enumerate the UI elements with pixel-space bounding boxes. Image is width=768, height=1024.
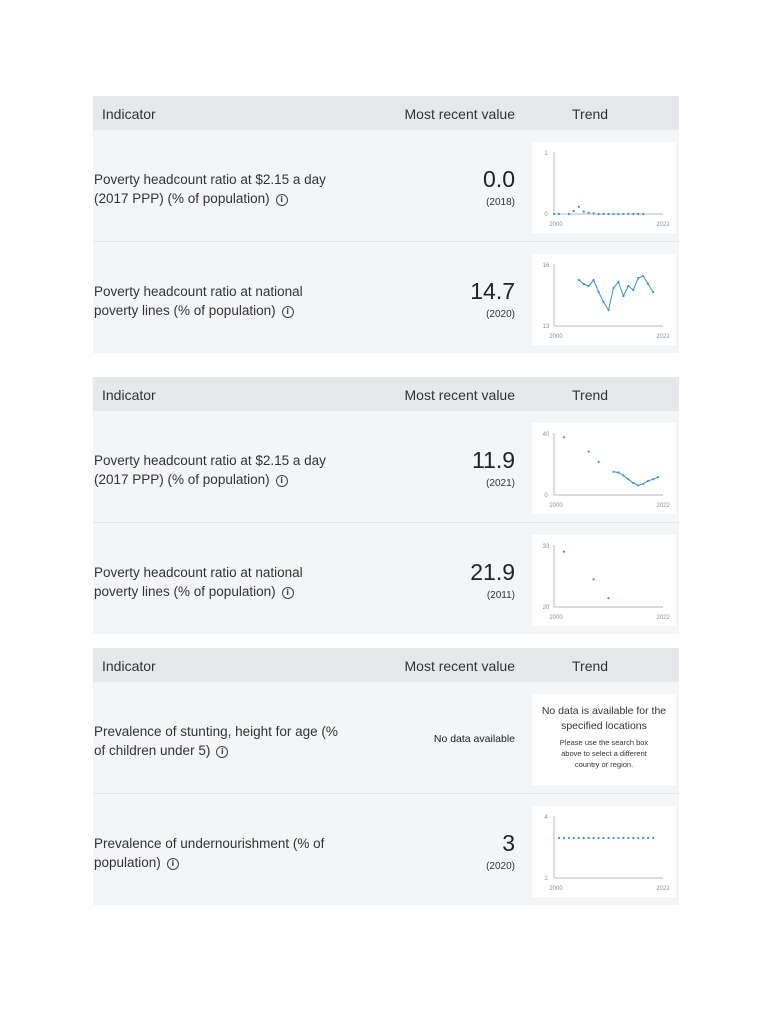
data-point	[642, 837, 644, 839]
data-point	[602, 837, 604, 839]
data-point	[647, 283, 649, 285]
y-tick-max: 4	[544, 815, 548, 821]
x-tick-start: 2000	[549, 886, 563, 892]
data-point	[602, 213, 604, 215]
series-line	[579, 276, 653, 310]
y-tick-max: 1	[544, 151, 548, 157]
indicator-label	[94, 563, 344, 601]
value-year: (2020)	[486, 309, 515, 320]
data-point	[598, 461, 600, 463]
data-point	[568, 837, 570, 839]
value-number: 14.7	[470, 278, 515, 304]
data-point	[573, 210, 575, 212]
y-tick-min: 1	[544, 876, 548, 882]
value-year: (2018)	[486, 197, 515, 208]
trend-chart-svg	[532, 806, 676, 897]
x-tick-start: 2000	[549, 503, 563, 509]
data-point	[578, 837, 580, 839]
no-data-title: No data is available for the specified locations	[541, 705, 667, 732]
header-trend: Trend	[572, 106, 609, 122]
data-point	[583, 211, 585, 213]
table-header	[93, 377, 679, 411]
indicator-label-text: Poverty headcount ratio at $2.15 a day (2017 PPP) (% of population)	[94, 172, 326, 206]
data-point	[647, 837, 649, 839]
data-point	[553, 213, 555, 215]
data-point	[632, 213, 634, 215]
x-tick-end: 2022	[656, 222, 670, 228]
most-recent-value	[470, 278, 515, 320]
data-point	[652, 478, 654, 480]
y-tick-min: 0	[544, 212, 548, 218]
x-tick-end: 2022	[656, 503, 670, 509]
data-point	[632, 837, 634, 839]
y-tick-max: 33	[542, 544, 550, 550]
x-tick-end: 2022	[656, 886, 670, 892]
indicator-label	[94, 722, 344, 760]
indicator-table-1	[93, 96, 679, 353]
data-point	[598, 291, 600, 293]
data-point	[617, 213, 619, 215]
indicator-label	[94, 834, 344, 872]
trend-chart[interactable]	[532, 535, 676, 626]
data-point	[642, 213, 644, 215]
header-indicator: Indicator	[102, 106, 156, 122]
data-point	[612, 287, 614, 289]
indicator-label	[94, 282, 344, 320]
data-point	[612, 837, 614, 839]
table-header	[93, 648, 679, 682]
data-point	[647, 480, 649, 482]
data-point	[583, 283, 585, 285]
trend-chart[interactable]	[532, 806, 676, 897]
data-point	[602, 301, 604, 303]
data-point	[622, 474, 624, 476]
trend-chart-svg	[532, 423, 676, 514]
data-point	[563, 551, 565, 553]
data-point	[637, 837, 639, 839]
indicator-label-text: Poverty headcount ratio at national poverty lines (% of population)	[94, 284, 303, 318]
indicator-label	[94, 170, 344, 208]
indicator-label-text: Poverty headcount ratio at $2.15 a day (2017 PPP) (% of population)	[94, 453, 326, 487]
data-point	[588, 837, 590, 839]
data-point	[607, 597, 609, 599]
indicator-label-text: Prevalence of undernourishment (% of population)	[94, 836, 325, 870]
series-line	[614, 472, 659, 486]
info-icon[interactable]: i	[276, 475, 288, 487]
data-point	[607, 837, 609, 839]
indicator-row	[93, 522, 679, 634]
indicator-row	[93, 130, 679, 241]
data-point	[652, 291, 654, 293]
data-point	[593, 279, 595, 281]
data-point	[617, 471, 619, 473]
x-tick-end: 2022	[656, 334, 670, 340]
header-indicator: Indicator	[102, 387, 156, 403]
info-icon[interactable]: i	[216, 746, 228, 758]
most-recent-value	[470, 559, 515, 601]
no-data-body: Please use the search box above to select a different country or region.	[559, 738, 649, 769]
most-recent-value	[472, 447, 515, 489]
header-trend: Trend	[572, 387, 609, 403]
indicator-row	[93, 241, 679, 353]
data-point	[622, 295, 624, 297]
data-point	[627, 285, 629, 287]
data-point	[563, 436, 565, 438]
x-tick-start: 2000	[549, 334, 563, 340]
data-point	[588, 450, 590, 452]
data-point	[637, 484, 639, 486]
data-point	[573, 837, 575, 839]
indicator-table-2	[93, 377, 679, 634]
data-point	[593, 212, 595, 214]
y-tick-max: 40	[542, 432, 550, 438]
y-tick-min: 20	[542, 605, 550, 611]
value-number: 0.0	[483, 166, 515, 192]
header-most-recent-value: Most recent value	[404, 658, 515, 674]
indicator-row	[93, 411, 679, 522]
data-point	[558, 837, 560, 839]
indicator-label	[94, 451, 344, 489]
data-point	[563, 837, 565, 839]
data-point	[583, 837, 585, 839]
data-point	[637, 277, 639, 279]
info-icon[interactable]: i	[282, 306, 294, 318]
info-icon[interactable]: i	[167, 858, 179, 870]
data-point	[593, 837, 595, 839]
data-point	[578, 279, 580, 281]
x-tick-start: 2000	[549, 615, 563, 621]
y-tick-min: 0	[544, 493, 548, 499]
most-recent-value	[486, 830, 515, 872]
data-point	[598, 213, 600, 215]
value-year: (2020)	[486, 861, 515, 872]
most-recent-value	[434, 718, 515, 745]
trend-chart[interactable]	[532, 142, 676, 233]
data-point	[607, 309, 609, 311]
data-point	[617, 837, 619, 839]
table-header	[93, 96, 679, 130]
data-point	[612, 471, 614, 473]
data-point	[642, 483, 644, 485]
value-number: 21.9	[470, 559, 515, 585]
indicator-table-3	[93, 648, 679, 905]
data-point	[612, 213, 614, 215]
trend-chart-svg	[532, 142, 676, 233]
header-most-recent-value: Most recent value	[404, 387, 515, 403]
indicator-row	[93, 793, 679, 905]
data-point	[642, 275, 644, 277]
x-tick-start: 2000	[549, 222, 563, 228]
header-most-recent-value: Most recent value	[404, 106, 515, 122]
trend-chart-svg	[532, 535, 676, 626]
trend-chart-svg	[532, 254, 676, 345]
data-point	[598, 837, 600, 839]
value-number: 11.9	[471, 447, 515, 473]
data-point	[627, 837, 629, 839]
y-tick-min: 13	[542, 324, 550, 330]
data-point	[617, 281, 619, 283]
data-point	[627, 213, 629, 215]
trend-chart[interactable]	[532, 254, 676, 345]
indicator-row	[93, 682, 679, 793]
info-icon[interactable]: i	[276, 194, 288, 206]
data-point	[622, 837, 624, 839]
data-point	[627, 478, 629, 480]
data-point	[622, 213, 624, 215]
no-data-value: No data available	[433, 733, 515, 745]
no-data-message	[532, 694, 676, 785]
header-trend: Trend	[572, 658, 609, 674]
data-point	[578, 206, 580, 208]
value-year: (2011)	[486, 590, 515, 601]
data-point	[588, 212, 590, 214]
value-year: (2021)	[486, 478, 515, 489]
data-point	[558, 213, 560, 215]
data-point	[632, 289, 634, 291]
data-point	[657, 476, 659, 478]
data-point	[588, 285, 590, 287]
data-point	[637, 213, 639, 215]
data-point	[652, 837, 654, 839]
info-icon[interactable]: i	[282, 587, 294, 599]
data-point	[593, 578, 595, 580]
value-number: 3	[502, 830, 515, 856]
y-tick-max: 16	[542, 263, 550, 269]
data-point	[568, 213, 570, 215]
data-point	[607, 213, 609, 215]
trend-chart[interactable]	[532, 423, 676, 514]
data-point	[632, 482, 634, 484]
x-tick-end: 2022	[656, 615, 670, 621]
indicator-label-text: Prevalence of stunting, height for age (% of children under 5)	[94, 724, 338, 758]
header-indicator: Indicator	[102, 658, 156, 674]
most-recent-value	[483, 166, 515, 208]
indicator-label-text: Poverty headcount ratio at national poverty lines (% of population)	[94, 565, 303, 599]
